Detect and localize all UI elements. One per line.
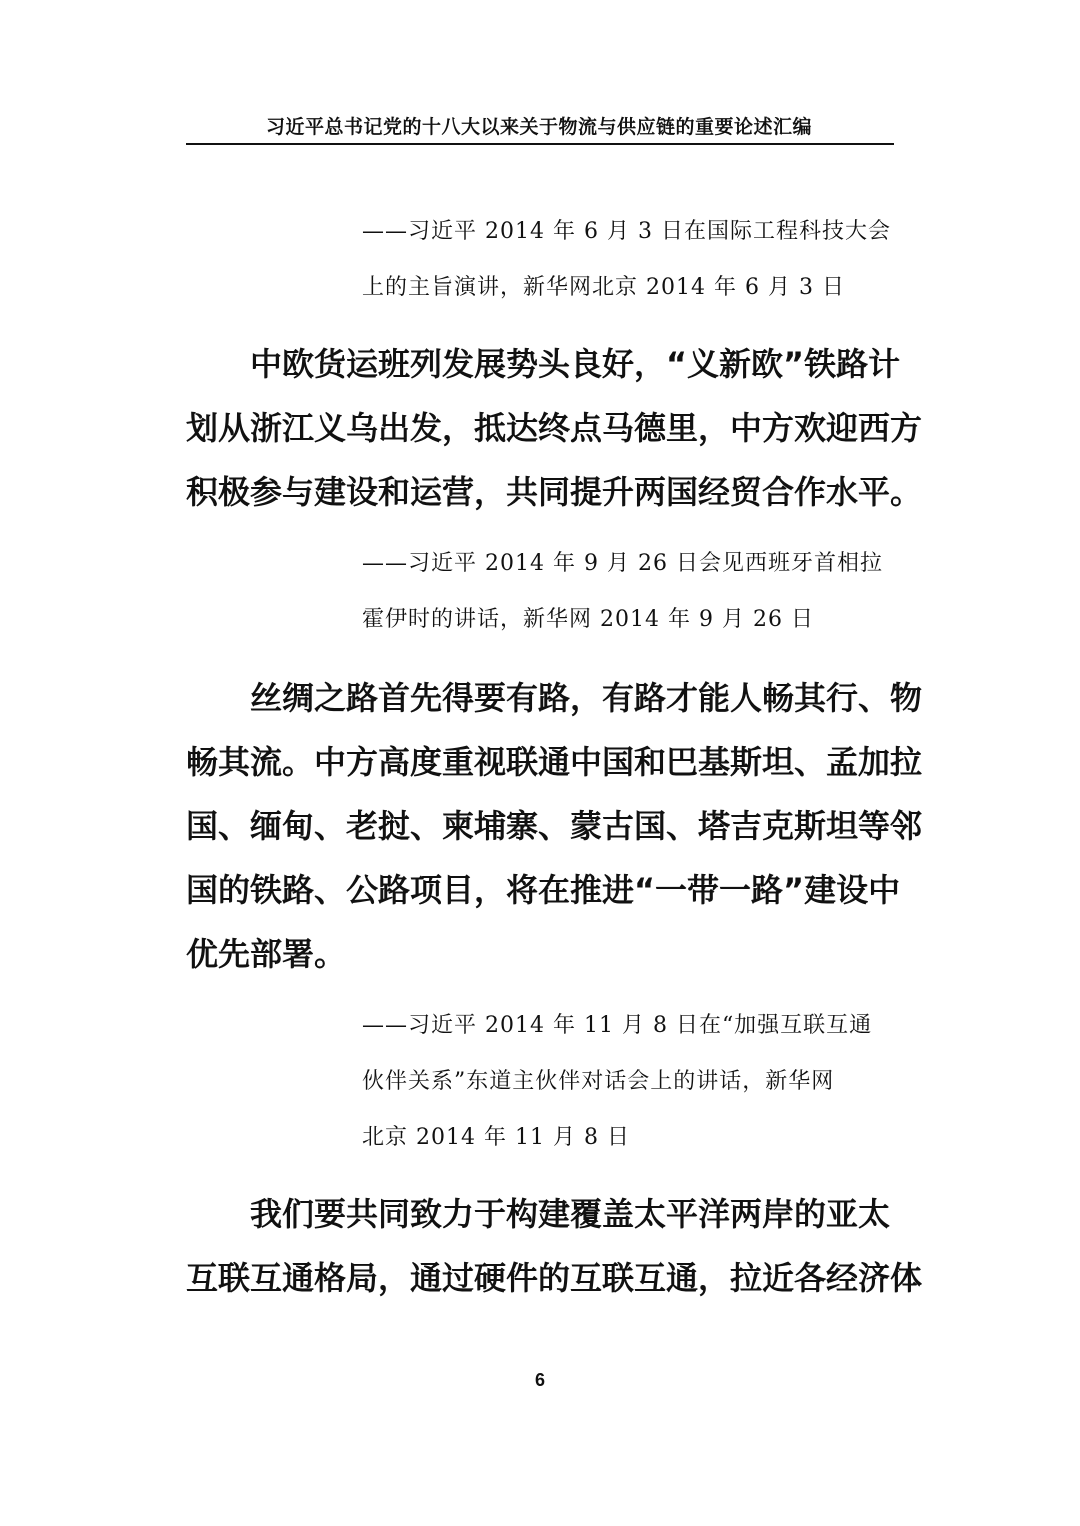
paragraph-line: 优先部署。 bbox=[186, 935, 347, 973]
quote-paragraph bbox=[186, 666, 923, 986]
paragraph-line: 国的铁路、公路项目，将在推进“一带一路”建设中 bbox=[186, 871, 901, 909]
running-header: 习近平总书记党的十八大以来关于物流与供应链的重要论述汇编 bbox=[265, 116, 812, 138]
paragraph-line: 丝绸之路首先得要有路，有路才能人畅其行、物 bbox=[186, 679, 923, 717]
paragraph-line: 划从浙江义乌出发，抵达终点马德里，中方欢迎西方 bbox=[186, 409, 923, 447]
citation-line: 北京 2014 年 11 月 8 日 bbox=[362, 1125, 630, 1150]
citation-block bbox=[362, 536, 894, 648]
paragraph-line: 国、缅甸、老挝、柬埔寨、蒙古国、塔吉克斯坦等邻 bbox=[186, 807, 923, 845]
citation-block bbox=[362, 998, 894, 1166]
paragraph-line: 我们要共同致力于构建覆盖太平洋两岸的亚太 bbox=[186, 1195, 891, 1233]
citation-line: 上的主旨演讲，新华网北京 2014 年 6 月 3 日 bbox=[362, 275, 845, 300]
citation-line: ——习近平 2014 年 9 月 26 日会见西班牙首相拉 bbox=[362, 551, 883, 576]
citation-line: 霍伊时的讲话，新华网 2014 年 9 月 26 日 bbox=[362, 607, 814, 632]
citation-line: ——习近平 2014 年 6 月 3 日在国际工程科技大会 bbox=[362, 219, 891, 244]
paragraph-line: 畅其流。中方高度重视联通中国和巴基斯坦、孟加拉 bbox=[186, 743, 923, 781]
citation-block bbox=[362, 204, 894, 316]
paragraph-line: 中欧货运班列发展势头良好，“义新欧”铁路计 bbox=[186, 345, 901, 383]
header-rule bbox=[186, 143, 894, 145]
citation-line: 伙伴关系”东道主伙伴对话会上的讲话，新华网 bbox=[362, 1069, 835, 1094]
quote-paragraph bbox=[186, 332, 923, 524]
quote-paragraph bbox=[186, 1182, 923, 1310]
paragraph-line: 互联互通格局，通过硬件的互联互通，拉近各经济体 bbox=[186, 1259, 923, 1297]
page-number: 6 bbox=[534, 1370, 545, 1390]
citation-line: ——习近平 2014 年 11 月 8 日在“加强互联互通 bbox=[362, 1013, 873, 1038]
paragraph-line: 积极参与建设和运营，共同提升两国经贸合作水平。 bbox=[186, 473, 923, 511]
